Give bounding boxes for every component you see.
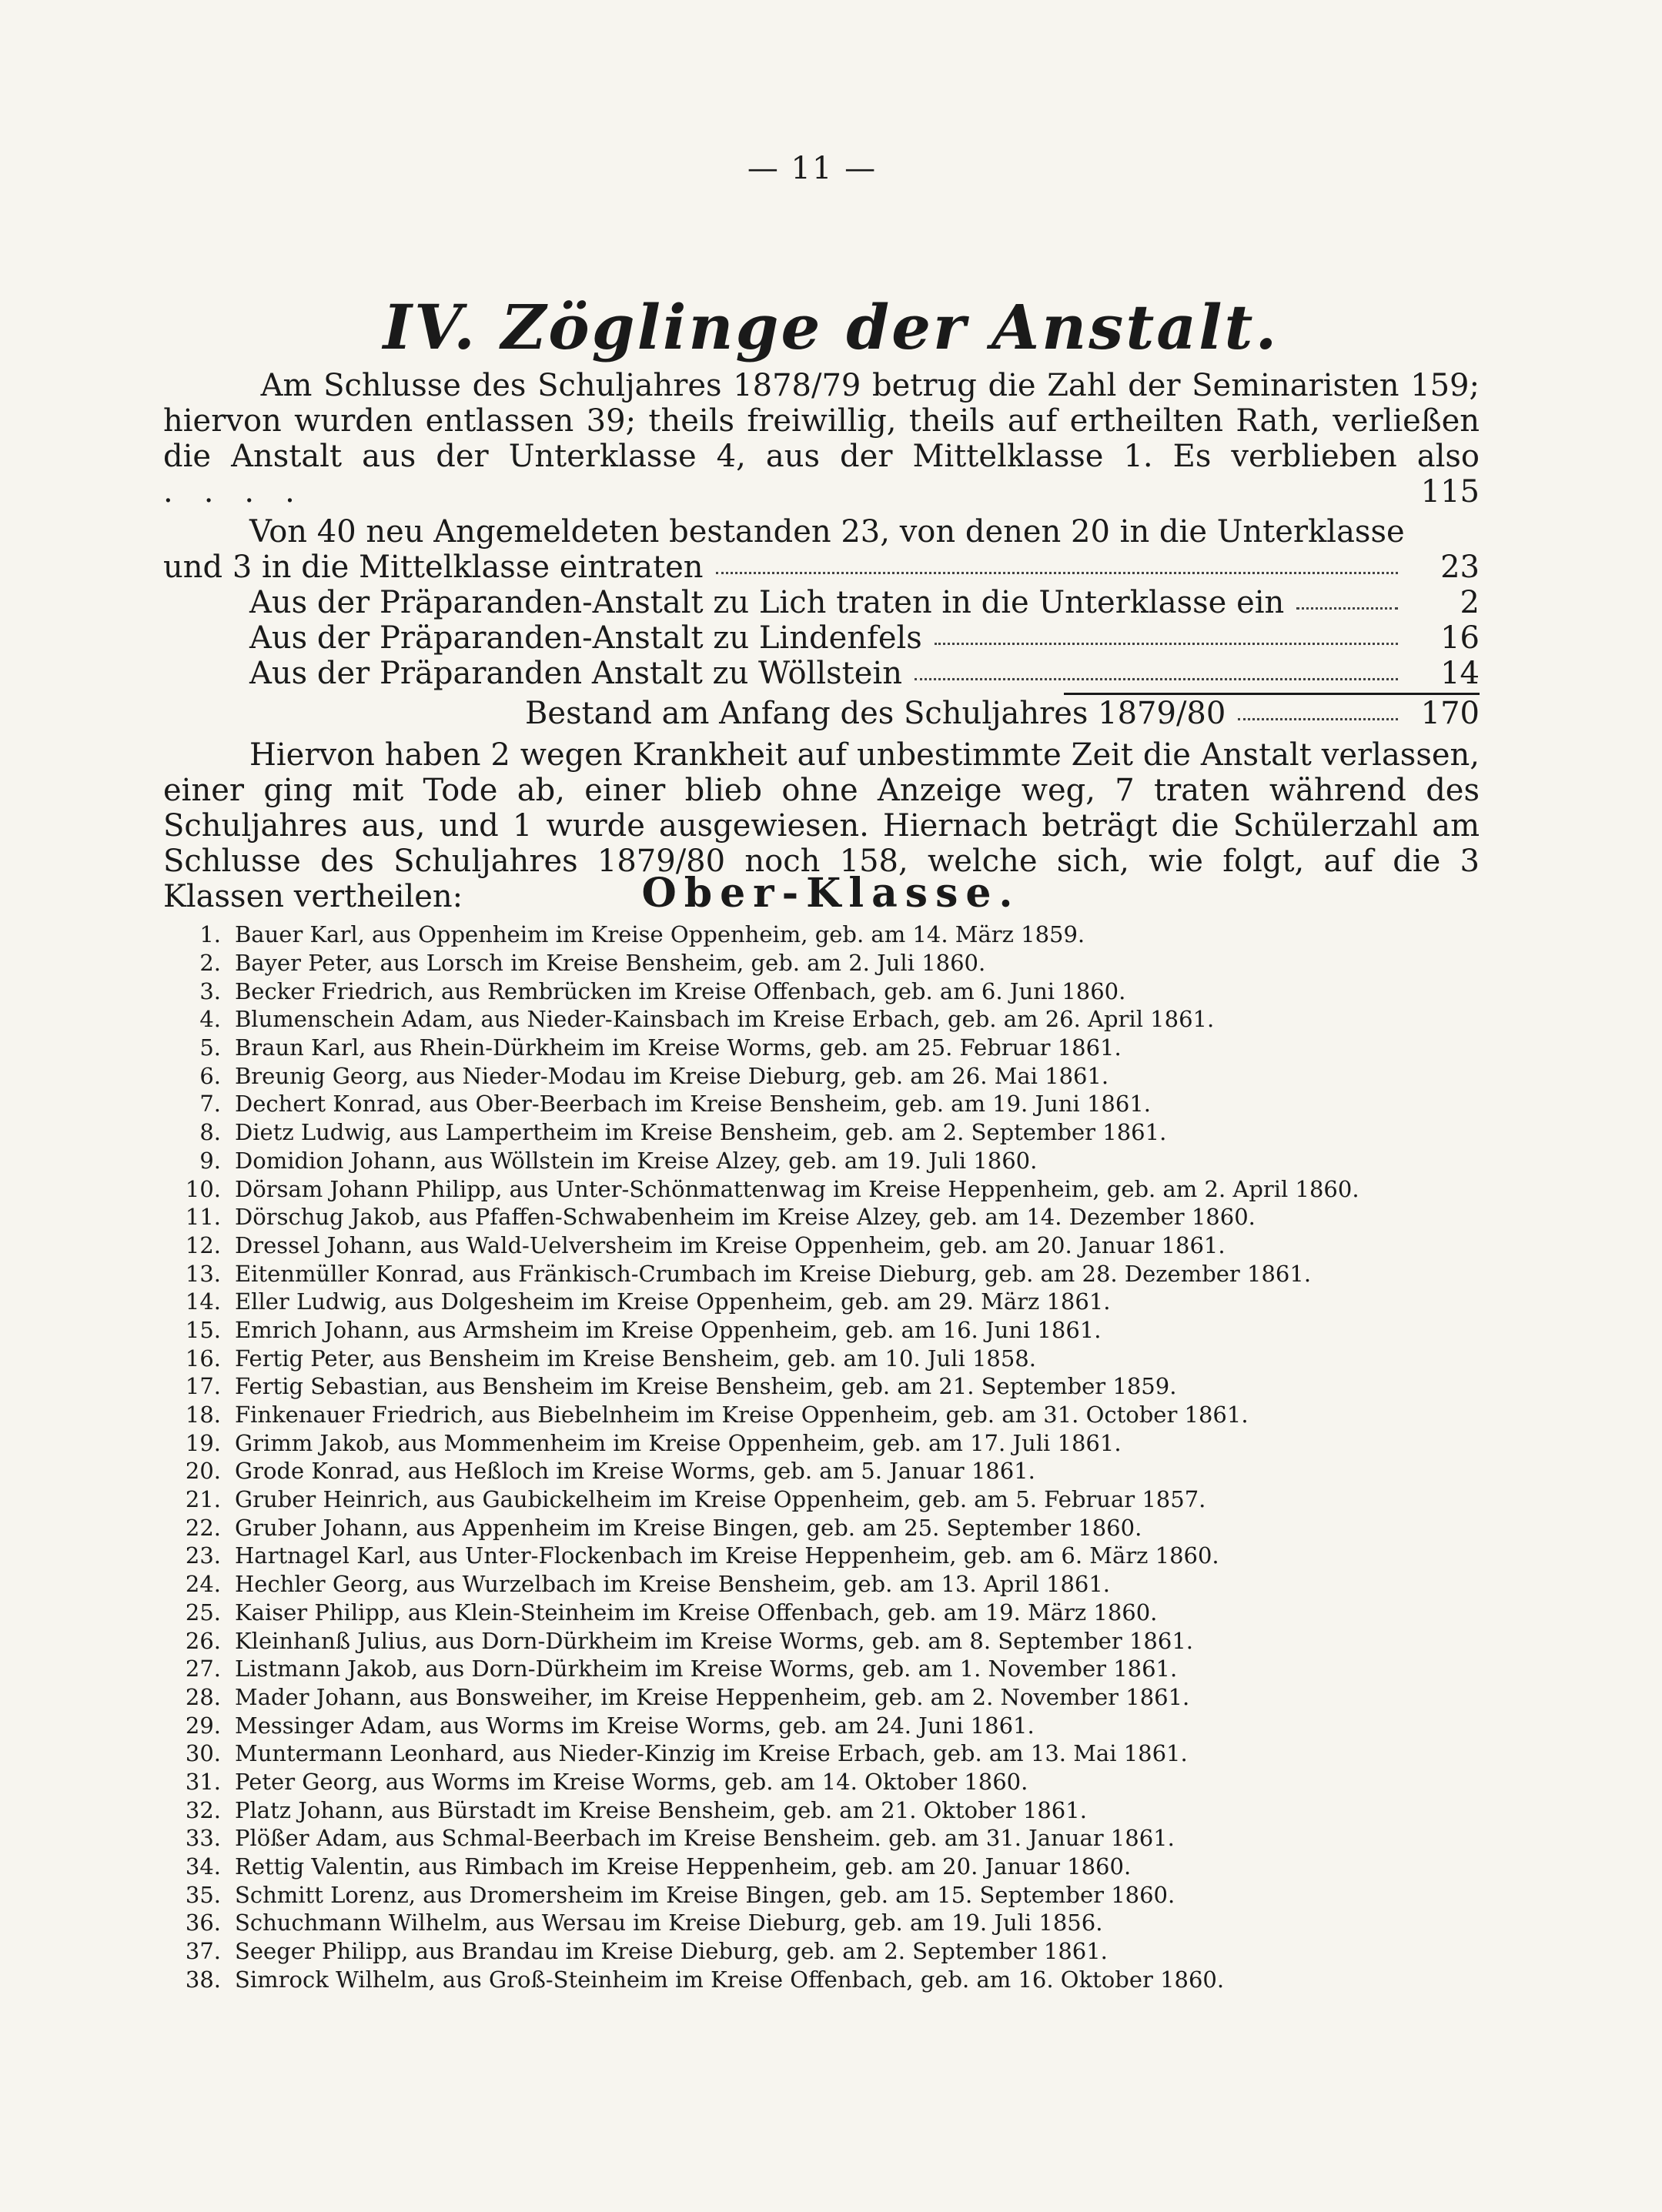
student-entry: Domidion Johann, aus Wöllstein im Kreise Alzey, geb. am 19. Juli 1860.	[235, 1147, 1038, 1174]
student-list	[163, 921, 1487, 1993]
intro-paragraph-3: Hiervon haben 2 wegen Krankheit auf unbestimmte Zeit die Anstalt verlassen, einer ging mit Tode ab, einer blieb ohne Anzeige weg, 7 traten während des Schuljahres aus, und 1 wurde ausgewiesen. Hiernach beträgt die Schülerzahl am Schlusse des Schuljahres 1879/80 noch 158, welche sich, wie folgt, auf die 3 Klassen vertheilen:	[163, 737, 1480, 914]
sum-rule	[1064, 693, 1480, 695]
student-number: 18.	[185, 1402, 221, 1428]
list-item	[163, 1259, 1487, 1288]
student-number: 4.	[199, 1006, 221, 1033]
student-entry: Listmann Jakob, aus Dorn-Dürkheim im Kreise Worms, geb. am 1. November 1861.	[235, 1656, 1178, 1682]
student-number: 28.	[185, 1683, 221, 1710]
student-entry: Grimm Jakob, aus Mommenheim im Kreise Oppenheim, geb. am 17. Juli 1861.	[235, 1429, 1122, 1456]
intro-row-3-value: 2	[1460, 585, 1480, 620]
student-number: 20.	[185, 1458, 221, 1485]
intro-text	[163, 368, 1480, 914]
student-number: 36.	[185, 1910, 221, 1936]
student-number: 30.	[185, 1740, 221, 1767]
student-number: 3.	[199, 977, 221, 1004]
student-number: 13.	[185, 1260, 221, 1287]
intro-row-4: Aus der Präparanden-Anstalt zu Lindenfels	[249, 620, 922, 656]
student-number: 17.	[185, 1373, 221, 1400]
student-entry: Gruber Johann, aus Appenheim im Kreise Bingen, geb. am 25. September 1860.	[235, 1514, 1142, 1541]
list-item	[163, 1344, 1487, 1372]
student-entry: Seeger Philipp, aus Brandau im Kreise Dieburg, geb. am 2. September 1861.	[235, 1938, 1108, 1965]
student-number: 25.	[185, 1599, 221, 1626]
list-item	[163, 1542, 1487, 1570]
list-item	[163, 1203, 1487, 1231]
intro-p2-cont: und 3 in die Mittelklasse eintraten	[163, 550, 704, 585]
student-number: 31.	[185, 1768, 221, 1795]
student-number: 15.	[185, 1316, 221, 1343]
dot-leader	[915, 667, 1398, 680]
student-number: 16.	[185, 1345, 221, 1372]
list-item	[163, 1457, 1487, 1485]
student-entry: Bayer Peter, aus Lorsch im Kreise Bensheim, geb. am 2. Juli 1860.	[235, 950, 986, 977]
student-entry: Dörschug Jakob, aus Pfaffen-Schwabenheim im Kreise Alzey, geb. am 14. Dezember 1860.	[235, 1204, 1256, 1231]
list-item	[163, 949, 1487, 977]
student-entry: Eitenmüller Konrad, aus Fränkisch-Crumbach im Kreise Dieburg, geb. am 28. Dezember 1861.	[235, 1260, 1312, 1287]
student-number: 1.	[199, 921, 221, 948]
student-number: 35.	[185, 1881, 221, 1908]
intro-total-label: Bestand am Anfang des Schuljahres 1879/80	[525, 696, 1226, 731]
intro-row-5-value: 14	[1440, 656, 1480, 691]
student-number: 9.	[199, 1147, 221, 1174]
list-item	[163, 1401, 1487, 1429]
class-heading: Ober-Klasse.	[641, 870, 1021, 917]
intro-row-5: Aus der Präparanden Anstalt zu Wöllstein	[249, 656, 902, 691]
student-entry: Emrich Johann, aus Armsheim im Kreise Oppenheim, geb. am 16. Juni 1861.	[235, 1316, 1102, 1343]
student-number: 12.	[185, 1231, 221, 1258]
list-item	[163, 1824, 1487, 1853]
list-item	[163, 1316, 1487, 1345]
student-entry: Peter Georg, aus Worms im Kreise Worms, geb. am 14. Oktober 1860.	[235, 1768, 1028, 1795]
student-number: 32.	[185, 1796, 221, 1823]
list-item	[163, 1599, 1487, 1627]
list-item	[163, 1683, 1487, 1712]
list-item	[163, 1005, 1487, 1034]
student-number: 24.	[185, 1571, 221, 1598]
list-item	[163, 1853, 1487, 1881]
student-entry: Messinger Adam, aus Worms im Kreise Worms, geb. am 24. Juni 1861.	[235, 1712, 1035, 1739]
list-item	[163, 1428, 1487, 1457]
student-entry: Kaiser Philipp, aus Klein-Steinheim im Kreise Offenbach, geb. am 19. März 1860.	[235, 1599, 1158, 1626]
student-number: 23.	[185, 1542, 221, 1569]
list-item	[163, 1768, 1487, 1796]
student-entry: Fertig Sebastian, aus Bensheim im Kreise Bensheim, geb. am 21. September 1859.	[235, 1373, 1177, 1400]
intro-p1-value: 115	[1420, 474, 1480, 510]
student-entry: Schmitt Lorenz, aus Dromersheim im Kreise Bingen, geb. am 15. September 1860.	[235, 1881, 1175, 1908]
student-entry: Breunig Georg, aus Nieder-Modau im Kreise Dieburg, geb. am 26. Mai 1861.	[235, 1062, 1109, 1089]
student-number: 34.	[185, 1853, 221, 1880]
student-entry: Hartnagel Karl, aus Unter-Flockenbach im Kreise Heppenheim, geb. am 6. März 1860.	[235, 1542, 1219, 1569]
student-entry: Braun Karl, aus Rhein-Dürkheim im Kreise Worms, geb. am 25. Februar 1861.	[235, 1034, 1122, 1061]
list-item	[163, 921, 1487, 949]
student-number: 6.	[199, 1062, 221, 1089]
student-entry: Hechler Georg, aus Wurzelbach im Kreise Bensheim, geb. am 13. April 1861.	[235, 1571, 1111, 1598]
student-entry: Dressel Johann, aus Wald-Uelversheim im Kreise Oppenheim, geb. am 20. Januar 1861.	[235, 1231, 1226, 1258]
list-item	[163, 1231, 1487, 1260]
student-entry: Fertig Peter, aus Bensheim im Kreise Bensheim, geb. am 10. Juli 1858.	[235, 1345, 1036, 1372]
student-entry: Gruber Heinrich, aus Gaubickelheim im Kreise Oppenheim, geb. am 5. Februar 1857.	[235, 1486, 1206, 1513]
intro-p1-text: Am Schlusse des Schuljahres 1878/79 betrug die Zahl der Seminaristen 159; hiervon wurden entlassen 39; theils freiwillig, theils auf ertheilten Rath, verließen die Anstalt aus der Unterklasse 4, aus der Mittelklasse 1. Es verblieben also	[163, 368, 1480, 474]
list-item	[163, 1061, 1487, 1090]
list-item	[163, 1655, 1487, 1683]
student-number: 33.	[185, 1825, 221, 1852]
student-number: 26.	[185, 1627, 221, 1654]
page-number: — 11 —	[747, 151, 878, 186]
student-number: 29.	[185, 1712, 221, 1739]
student-number: 7.	[199, 1091, 221, 1118]
list-item	[163, 1513, 1487, 1542]
section-title: IV. Zöglinge der Anstalt.	[383, 291, 1279, 363]
list-item	[163, 1937, 1487, 1966]
student-number: 37.	[185, 1938, 221, 1965]
student-number: 22.	[185, 1514, 221, 1541]
student-number: 11.	[185, 1204, 221, 1231]
list-item	[163, 1118, 1487, 1147]
student-number: 21.	[185, 1486, 221, 1513]
student-number: 5.	[199, 1034, 221, 1061]
list-item	[163, 1880, 1487, 1909]
student-entry: Eller Ludwig, aus Dolgesheim im Kreise Oppenheim, geb. am 29. März 1861.	[235, 1288, 1111, 1315]
list-item	[163, 1626, 1487, 1655]
student-entry: Mader Johann, aus Bonsweiher, im Kreise Heppenheim, geb. am 2. November 1861.	[235, 1683, 1190, 1710]
list-item	[163, 1965, 1487, 1993]
student-entry: Platz Johann, aus Bürstadt im Kreise Bensheim, geb. am 21. Oktober 1861.	[235, 1796, 1087, 1823]
student-number: 14.	[185, 1288, 221, 1315]
dot-leader	[935, 632, 1398, 645]
student-number: 2.	[199, 950, 221, 977]
student-entry: Rettig Valentin, aus Rimbach im Kreise Heppenheim, geb. am 20. Januar 1860.	[235, 1853, 1132, 1880]
student-entry: Plößer Adam, aus Schmal-Beerbach im Kreise Bensheim. geb. am 31. Januar 1861.	[235, 1825, 1175, 1852]
list-item	[163, 1570, 1487, 1599]
dot-leader	[1238, 707, 1398, 720]
list-item	[163, 1485, 1487, 1514]
student-entry: Simrock Wilhelm, aus Groß-Steinheim im Kreise Offenbach, geb. am 16. Oktober 1860.	[235, 1966, 1225, 1993]
student-entry: Blumenschein Adam, aus Nieder-Kainsbach im Kreise Erbach, geb. am 26. April 1861.	[235, 1006, 1215, 1033]
dot-leader	[1296, 596, 1398, 610]
intro-total-value: 170	[1420, 696, 1480, 731]
student-entry: Muntermann Leonhard, aus Nieder-Kinzig im Kreise Erbach, geb. am 13. Mai 1861.	[235, 1740, 1188, 1767]
intro-paragraph-2: Von 40 neu Angemeldeten bestanden 23, von denen 20 in die Unterklasse	[249, 514, 1405, 550]
intro-row-3: Aus der Präparanden-Anstalt zu Lich traten in die Unterklasse ein	[249, 585, 1285, 620]
list-item	[163, 1147, 1487, 1175]
student-number: 19.	[185, 1429, 221, 1456]
list-item	[163, 1090, 1487, 1118]
student-entry: Kleinhanß Julius, aus Dorn-Dürkheim im Kreise Worms, geb. am 8. September 1861.	[235, 1627, 1194, 1654]
intro-paragraph-1: Am Schlusse des Schuljahres 1878/79 betrug die Zahl der Seminaristen 159; hiervon wurden entlassen 39; theils freiwillig, theils auf ertheilten Rath, verließen die Anstalt aus der Unterklasse 4, aus der Mittelklasse 1. Es verblieben also .... 115	[163, 368, 1480, 510]
student-entry: Bauer Karl, aus Oppenheim im Kreise Oppenheim, geb. am 14. März 1859.	[235, 921, 1085, 948]
list-item	[163, 977, 1487, 1005]
list-item	[163, 1796, 1487, 1824]
student-entry: Becker Friedrich, aus Rembrücken im Kreise Offenbach, geb. am 6. Juni 1860.	[235, 977, 1126, 1004]
student-entry: Dechert Konrad, aus Ober-Beerbach im Kreise Bensheim, geb. am 19. Juni 1861.	[235, 1091, 1151, 1118]
list-item	[163, 1034, 1487, 1062]
list-item	[163, 1909, 1487, 1937]
student-entry: Grode Konrad, aus Heßloch im Kreise Worms, geb. am 5. Januar 1861.	[235, 1458, 1035, 1485]
list-item	[163, 1288, 1487, 1316]
intro-row-4-value: 16	[1440, 620, 1480, 656]
list-item	[163, 1174, 1487, 1203]
student-number: 10.	[185, 1175, 221, 1202]
student-entry: Dietz Ludwig, aus Lampertheim im Kreise Bensheim, geb. am 2. September 1861.	[235, 1119, 1167, 1146]
student-number: 38.	[185, 1966, 221, 1993]
dot-leader	[716, 561, 1398, 574]
student-entry: Finkenauer Friedrich, aus Biebelnheim im Kreise Oppenheim, geb. am 31. October 1861.	[235, 1402, 1249, 1428]
list-item	[163, 1372, 1487, 1401]
student-number: 27.	[185, 1656, 221, 1682]
intro-p2-value: 23	[1440, 550, 1480, 585]
student-entry: Dörsam Johann Philipp, aus Unter-Schönmattenwag im Kreise Heppenheim, geb. am 2. April 1860.	[235, 1175, 1359, 1202]
student-entry: Schuchmann Wilhelm, aus Wersau im Kreise Dieburg, geb. am 19. Juli 1856.	[235, 1910, 1103, 1936]
list-item	[163, 1739, 1487, 1768]
list-item	[163, 1711, 1487, 1739]
student-number: 8.	[199, 1119, 221, 1146]
